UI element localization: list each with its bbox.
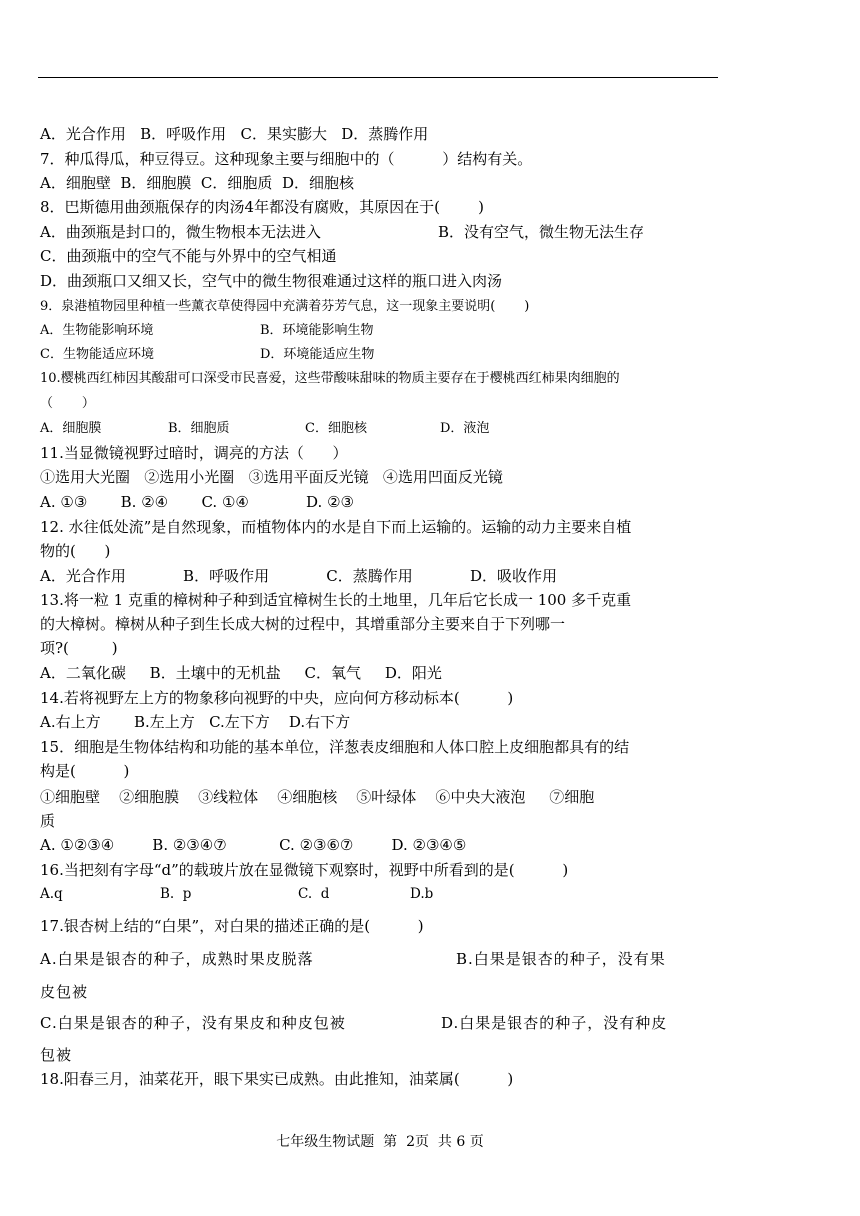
q7-stem: 7．种瓜得瓜，种豆得豆。这种现象主要与细胞中的（ ）结构有关。 bbox=[40, 150, 533, 168]
q17-option-b: B.白果是银杏的种子，没有果 bbox=[456, 950, 666, 968]
q11-choices: ①选用大光圈 ②选用小光圈 ③选用平面反光镜 ④选用凹面反光镜 bbox=[40, 468, 503, 486]
q17-option-c: C.白果是银杏的种子，没有果皮和种皮包被 bbox=[40, 1014, 346, 1032]
q8-option-c: C．曲颈瓶中的空气不能与外界中的空气相通 bbox=[40, 247, 337, 265]
q13-stem: 13.将一粒 1 克重的樟树种子种到适宜樟树生长的土地里，几年后它长成一 100 多千克重 bbox=[40, 591, 632, 609]
q17-option-b-cont: 皮包被 bbox=[40, 983, 89, 1001]
q9-option-c: C．生物能适应环境 bbox=[40, 347, 154, 362]
q10-option-c: C．细胞核 bbox=[305, 421, 367, 436]
q18-stem: 18.阳春三月，油菜花开，眼下果实已成熟。由此推知，油菜属( ) bbox=[40, 1070, 514, 1088]
q10-option-b: B．细胞质 bbox=[168, 421, 230, 436]
q8-stem: 8．巴斯德用曲颈瓶保存的肉汤4年都没有腐败，其原因在于( ) bbox=[40, 198, 484, 216]
q13-options: A．二氧化碳 B．土壤中的无机盐 C．氧气 D．阳光 bbox=[40, 664, 442, 682]
q17-option-d: D.白果是银杏的种子，没有种皮 bbox=[441, 1014, 668, 1032]
q15-choices: ①细胞壁 ②细胞膜 ③线粒体 ④细胞核 ⑤叶绿体 ⑥中央大液泡 ⑦细胞 bbox=[40, 788, 595, 806]
q8-option-d: D．曲颈瓶口又细又长，空气中的微生物很难通过这样的瓶口进入肉汤 bbox=[40, 272, 503, 290]
q10-option-a: A．细胞膜 bbox=[40, 421, 102, 436]
q9-stem: 9．泉港植物园里种植一些薰衣草使得园中充满着芬芳气息，这一现象主要说明( ) bbox=[40, 299, 530, 314]
q16-option-b: B. p bbox=[160, 886, 192, 902]
q9-option-a: A．生物能影响环境 bbox=[40, 323, 154, 338]
q16-option-a: A.q bbox=[40, 886, 63, 902]
q14-stem: 14.若将视野左上方的物象移向视野的中央，应向何方移动标本( ) bbox=[40, 689, 514, 707]
q15-stem: 15．细胞是生物体结构和功能的基本单位，洋葱表皮细胞和人体口腔上皮细胞都具有的结 bbox=[40, 738, 630, 756]
q13-stem-cont: 的大樟树。樟树从种子到生长成大树的过程中，其增重部分主要来自于下列哪一 bbox=[40, 615, 566, 633]
page-footer: 七年级生物试题 第 2页 共 6 页 bbox=[276, 1134, 484, 1150]
q10-stem-cont: （ ） bbox=[40, 396, 95, 411]
q14-options: A.右上方 B.左上方 C.左下方 D.右下方 bbox=[40, 713, 351, 731]
q6-options: A．光合作用 B．呼吸作用 C．果实膨大 D．蒸腾作用 bbox=[40, 125, 429, 143]
q16-stem: 16.当把刻有字母“d”的载玻片放在显微镜下观察时，视野中所看到的是( ) bbox=[40, 861, 569, 879]
q16-option-c: C. d bbox=[298, 886, 330, 902]
header-rule bbox=[38, 77, 718, 78]
q12-stem: 12. 水往低处流”是自然现象，而植物体内的水是自下而上运输的。运输的动力主要来自植 bbox=[40, 518, 632, 536]
q17-option-a: A.白果是银杏的种子，成熟时果皮脱落 bbox=[40, 950, 314, 968]
q7-options: A．细胞壁 B．细胞膜 C．细胞质 D．细胞核 bbox=[40, 174, 354, 192]
q15-choices-cont: 质 bbox=[40, 812, 56, 830]
q12-stem-cont: 物的( ) bbox=[40, 542, 111, 560]
q9-option-d: D．环境能适应生物 bbox=[260, 347, 375, 362]
q10-option-d: D．液泡 bbox=[440, 421, 490, 436]
q17-stem: 17.银杏树上结的“白果”，对白果的描述正确的是( ) bbox=[40, 917, 424, 935]
q13-stem-end: 项?( ) bbox=[40, 639, 118, 657]
q17-option-d-cont: 包被 bbox=[40, 1046, 73, 1064]
q9-option-b: B．环境能影响生物 bbox=[260, 323, 374, 338]
q8-option-a: A．曲颈瓶是封口的，微生物根本无法进入 bbox=[40, 223, 321, 241]
q8-option-b: B．没有空气，微生物无法生存 bbox=[438, 223, 645, 241]
q10-stem: 10.樱桃西红柿因其酸甜可口深受市民喜爱，这些带酸味甜味的物质主要存在于樱桃西红柿果肉细胞的 bbox=[40, 371, 620, 386]
q12-options: A．光合作用 B．呼吸作用 C．蒸腾作用 D．吸收作用 bbox=[40, 567, 558, 585]
q11-stem: 11.当显微镜视野过暗时，调亮的方法（ ） bbox=[40, 444, 348, 462]
q11-options: A. ①③ B. ②④ C. ①④ D. ②③ bbox=[40, 493, 354, 511]
q16-option-d: D.b bbox=[410, 886, 434, 902]
q15-stem-cont: 构是( ) bbox=[40, 762, 130, 780]
q15-options: A. ①②③④ B. ②③④⑦ C. ②③⑥⑦ D. ②③④⑤ bbox=[40, 836, 467, 854]
